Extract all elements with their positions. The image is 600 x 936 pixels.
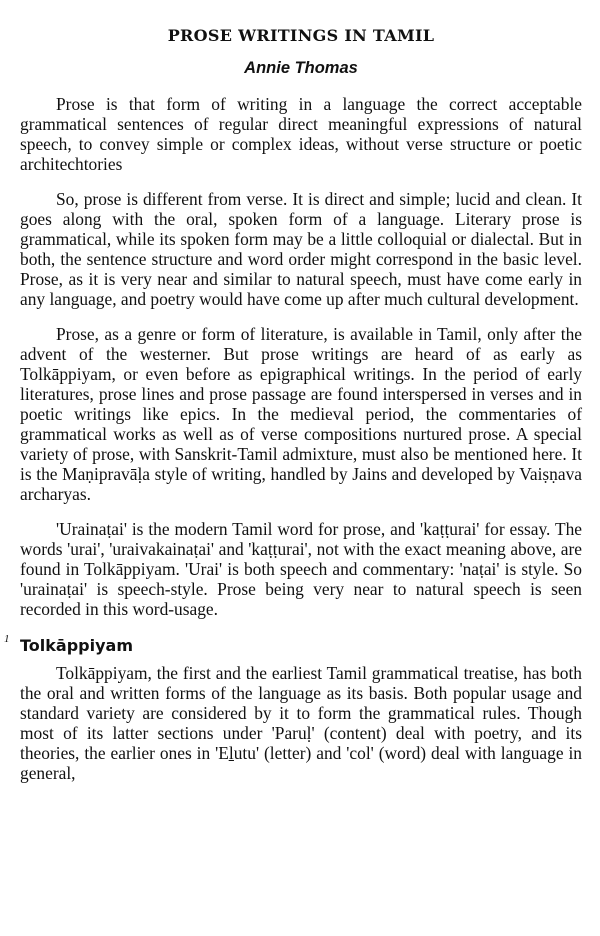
section-heading	[4, 633, 582, 655]
author-name: Annie Thomas	[244, 59, 358, 77]
section-heading-text: Tolkāppiyam	[20, 636, 133, 655]
paragraph-4: 'Urainaṭai' is the modern Tamil word for prose, and 'kaṭṭurai' for essay. The words 'urai', 'uraivakainaṭai' and 'kaṭṭurai', not with the exact meaning above, are found in Tolkāppiyam. 'Urai' is both speech and commentary: 'naṭai' is style. So 'urainaṭai' is speech-style. Prose being very near to natural speech is seen recorded in this word-usage.	[20, 519, 582, 619]
page-title: PROSE WRITINGS IN TAMIL	[167, 26, 435, 45]
paragraph-2: So, prose is different from verse. It is direct and simple; lucid and clean. It goes along with the oral, spoken form of a language. Literary prose is grammatical, while its spoken form may be a little colloquial or dialectal. But in both, the sentence structure and word order might correspond in the basic level. Prose, as it is very near and similar to natural speech, must have come early in any language, and poetry would have come up after much cultural development.	[20, 189, 582, 309]
paragraph-3: Prose, as a genre or form of literature, is available in Tamil, only after the advent of the westerner. But prose writings are heard of as early as Tolkāppiyam, or even before as epigraphical writings. In the period of early literatures, prose lines and prose passage are found interspersed in verses and in poetic writings like epics. In the medieval period, the commentaries of grammatical works as well as of verse compositions nurtured prose. A special variety of prose, with Sanskrit-Tamil admixture, must also be mentioned here. It is the Maṇipravāḷa style of writing, handled by Jains and developed by Vaiṣṇava archaryas.	[20, 324, 582, 504]
paragraph-1: Prose is that form of writing in a language the correct acceptable grammatical sentences of regular direct meaningful expressions of natural speech, to convey simple or complex ideas, without verse structure or poetic architechtories	[20, 94, 582, 174]
section-paragraph: Tolkāppiyam, the first and the earliest Tamil grammatical treatise, has both the oral and written forms of the language as its basis. Both popular usage and standard variety are considered by it to form the grammatical rules. Though most of its latter sections under 'Paruḷ' (content) deal with poetry, and its theories, the earlier ones in 'Eḻutu' (letter) and 'col' (word) deal with language in general,	[20, 663, 582, 783]
footnote-marker: 1	[4, 633, 10, 645]
